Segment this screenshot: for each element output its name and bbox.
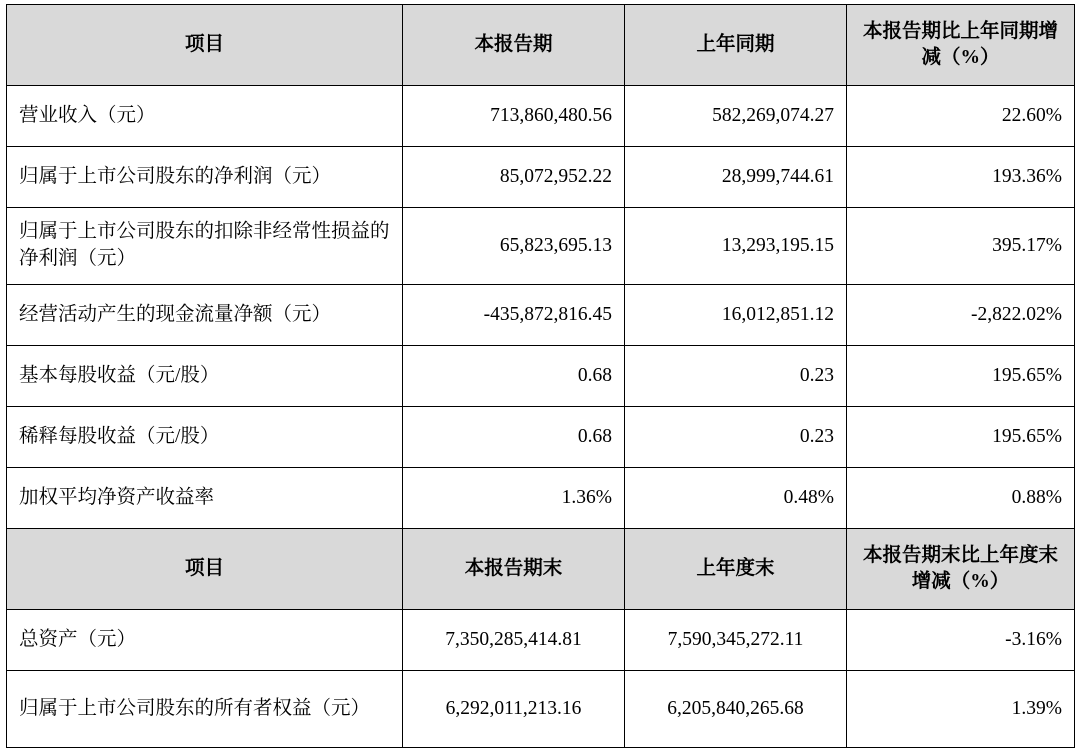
row-change: 22.60%: [847, 86, 1075, 147]
row-previous: 13,293,195.15: [625, 208, 847, 285]
table-header-period: [7, 5, 1075, 86]
row-label: 归属于上市公司股东的扣除非经常性损益的净利润（元）: [7, 208, 403, 285]
table-row: [7, 86, 1075, 147]
row-previous: 582,269,074.27: [625, 86, 847, 147]
row-change: 195.65%: [847, 346, 1075, 407]
table-row: [7, 671, 1075, 748]
table-row: [7, 610, 1075, 671]
row-current: -435,872,816.45: [403, 285, 625, 346]
row-change: 395.17%: [847, 208, 1075, 285]
row-change: 195.65%: [847, 407, 1075, 468]
row-label: 总资产（元）: [7, 610, 403, 671]
row-previous: 6,205,840,265.68: [625, 671, 847, 748]
row-label: 归属于上市公司股东的所有者权益（元）: [7, 671, 403, 748]
table-header-balance: [7, 529, 1075, 610]
row-current: 1.36%: [403, 468, 625, 529]
header-cell-item: 项目: [7, 5, 403, 86]
row-change: -2,822.02%: [847, 285, 1075, 346]
row-current: 85,072,952.22: [403, 147, 625, 208]
row-previous: 16,012,851.12: [625, 285, 847, 346]
row-current: 713,860,480.56: [403, 86, 625, 147]
row-current: 65,823,695.13: [403, 208, 625, 285]
row-previous: 0.23: [625, 407, 847, 468]
row-current: 6,292,011,213.16: [403, 671, 625, 748]
row-current: 0.68: [403, 346, 625, 407]
row-label: 稀释每股收益（元/股）: [7, 407, 403, 468]
row-previous: 0.23: [625, 346, 847, 407]
row-current: 0.68: [403, 407, 625, 468]
header-cell-change-percent: 本报告期末比上年度末增减（%）: [847, 529, 1075, 610]
row-previous: 7,590,345,272.11: [625, 610, 847, 671]
row-label: 经营活动产生的现金流量净额（元）: [7, 285, 403, 346]
header-cell-current-period-end: 本报告期末: [403, 529, 625, 610]
table-row: [7, 468, 1075, 529]
header-cell-current-period: 本报告期: [403, 5, 625, 86]
row-label: 基本每股收益（元/股）: [7, 346, 403, 407]
header-cell-change-percent: 本报告期比上年同期增减（%）: [847, 5, 1075, 86]
table-row: [7, 147, 1075, 208]
header-cell-item: 项目: [7, 529, 403, 610]
row-previous: 0.48%: [625, 468, 847, 529]
table-row: [7, 208, 1075, 285]
table-row: [7, 285, 1075, 346]
table-row: [7, 346, 1075, 407]
row-change: 0.88%: [847, 468, 1075, 529]
row-change: 193.36%: [847, 147, 1075, 208]
row-previous: 28,999,744.61: [625, 147, 847, 208]
row-change: 1.39%: [847, 671, 1075, 748]
row-label: 加权平均净资产收益率: [7, 468, 403, 529]
row-change: -3.16%: [847, 610, 1075, 671]
row-label: 归属于上市公司股东的净利润（元）: [7, 147, 403, 208]
row-current: 7,350,285,414.81: [403, 610, 625, 671]
financial-summary-table: [6, 4, 1075, 748]
table-row: [7, 407, 1075, 468]
row-label: 营业收入（元）: [7, 86, 403, 147]
header-cell-prior-year-end: 上年度末: [625, 529, 847, 610]
header-cell-prior-period: 上年同期: [625, 5, 847, 86]
